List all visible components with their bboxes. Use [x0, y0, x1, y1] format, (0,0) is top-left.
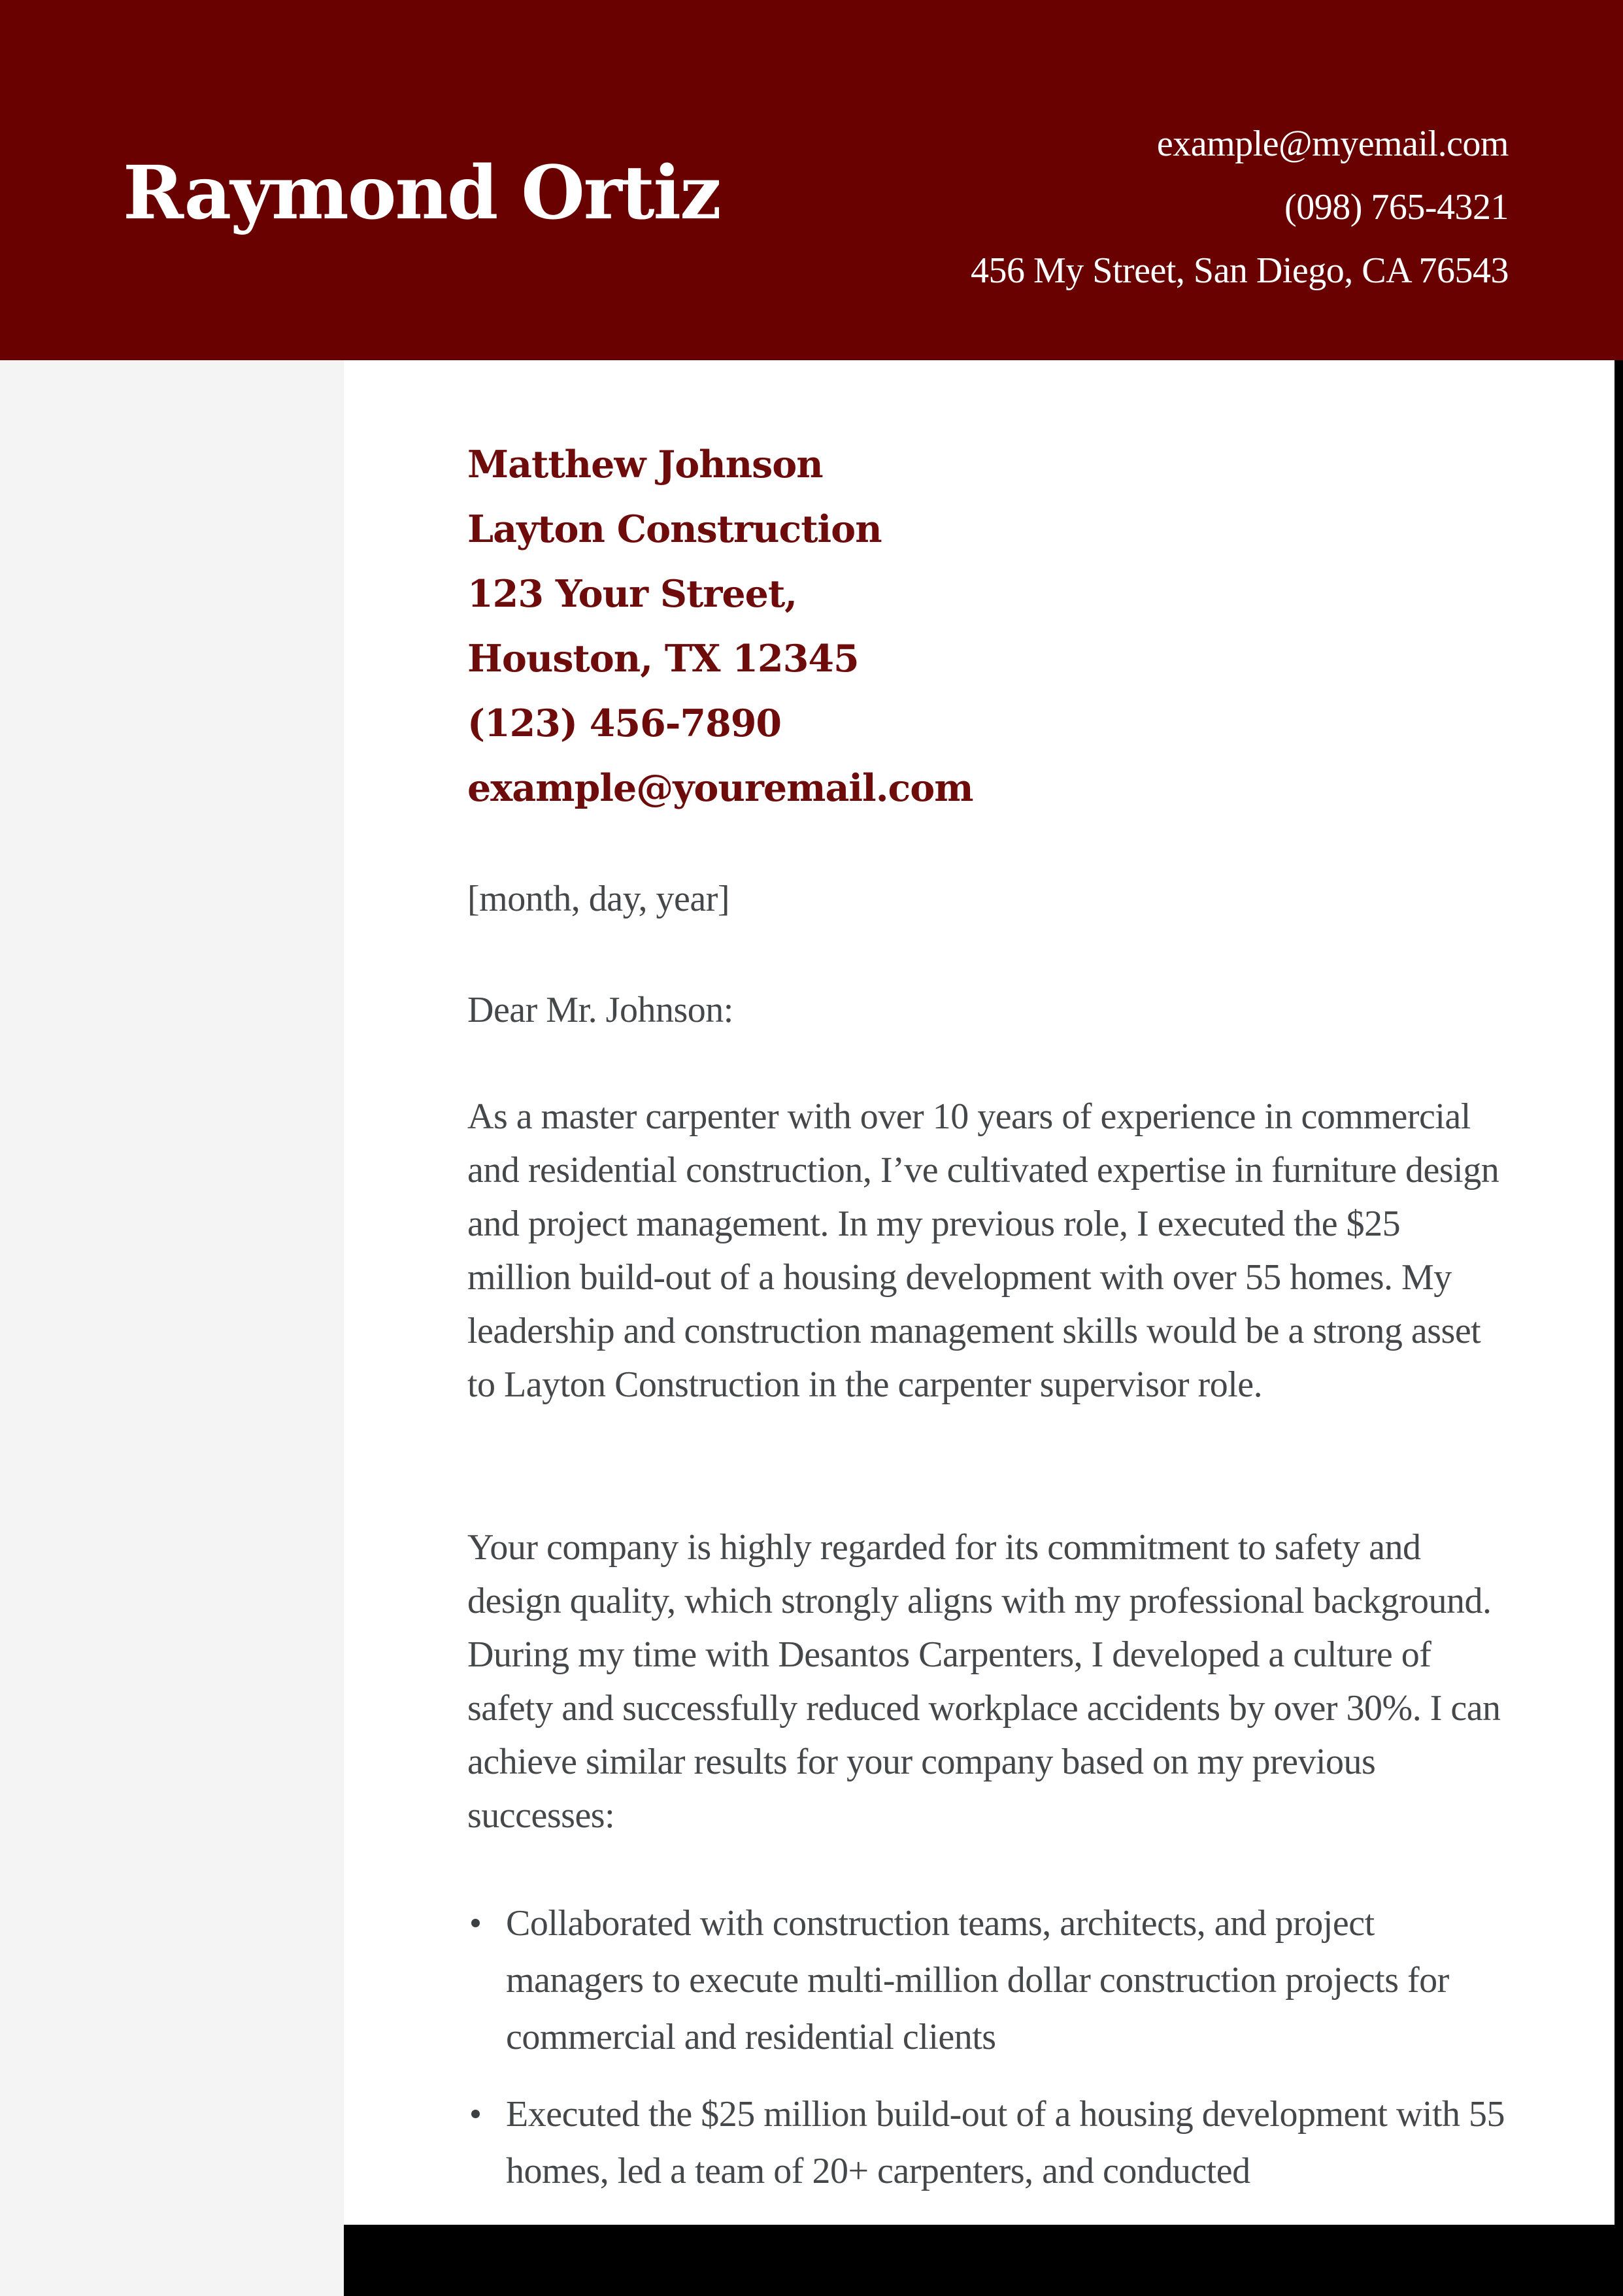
recipient-block — [467, 432, 1507, 820]
applicant-address: 456 My Street, San Diego, CA 76543 — [971, 250, 1509, 291]
recipient-phone: (123) 456-7890 — [467, 701, 782, 745]
recipient-email: example@youremail.com — [467, 766, 973, 810]
achievement-item-2: Executed the $25 million build-out of a housing development with 55 homes, led a team of 20+ carpenters, and conducted — [467, 2086, 1507, 2200]
left-gray-rail — [0, 360, 344, 2296]
date-placeholder: [month, day, year] — [467, 879, 729, 919]
salutation: Dear Mr. Johnson: — [467, 990, 733, 1030]
letter-paragraph-2: Your company is highly regarded for its commitment to safety and design quality, which strongly aligns with my professional background. During my time with Desantos Carpenters, I developed a culture of safety and successfully reduced workplace accidents by over 30%. I can achieve similar results for your company based on my previous successes: — [467, 1527, 1501, 1836]
recipient-street: 123 Your Street, — [467, 572, 797, 616]
header-banner — [0, 0, 1623, 360]
achievement-list — [467, 1895, 1507, 2200]
achievement-item-1: Collaborated with construction teams, architects, and project managers to execute multi-million dollar construction projects for commercial and residential clients — [467, 1895, 1507, 2066]
applicant-phone: (098) 765-4321 — [1284, 187, 1509, 228]
recipient-city: Houston, TX 12345 — [467, 637, 859, 681]
applicant-email: example@myemail.com — [1156, 124, 1509, 164]
recipient-name: Matthew Johnson — [467, 443, 823, 486]
applicant-name: Raymond Ortiz — [123, 150, 720, 236]
letter-page — [344, 360, 1615, 2225]
applicant-contact-block — [971, 112, 1509, 303]
letter-paragraph-1: As a master carpenter with over 10 years of experience in commercial and residential construction, I’ve cultivated expertise in furniture design and project management. In my previous role, I executed the $25 million build-out of a housing development with over 55 homes. My leadership and construction management skills would be a strong asset to Layton Construction in the carpenter supervisor role. — [467, 1096, 1499, 1405]
recipient-company: Layton Construction — [467, 507, 882, 551]
letter-content — [344, 360, 1615, 2225]
